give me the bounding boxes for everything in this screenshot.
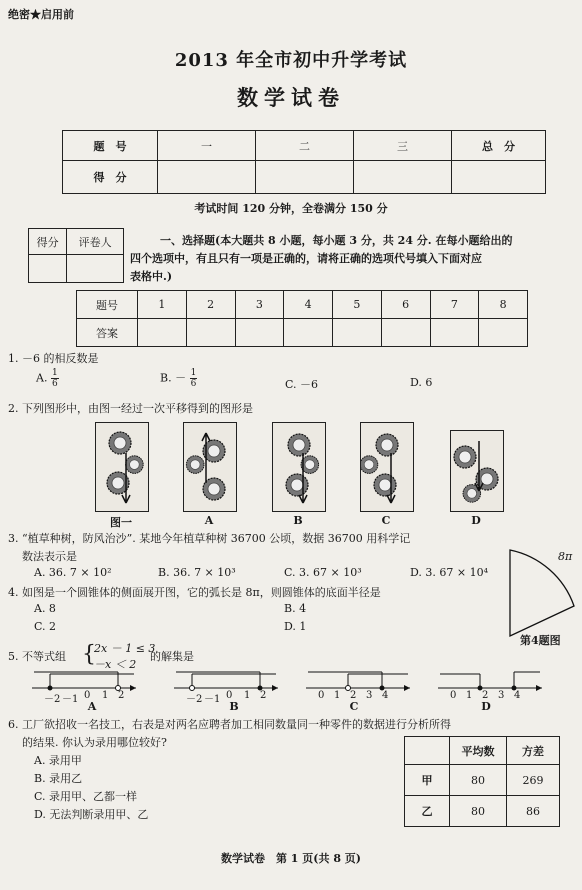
answer-table [76,290,528,347]
answer-cell[interactable] [235,319,284,347]
answer-cell[interactable] [186,319,235,347]
stats-header-cell: 方差 [507,737,560,765]
fraction [51,368,59,389]
q4-option-c[interactable]: C. 2 [34,620,57,633]
q5-inequality-2: －x ＜ 2 [94,658,137,671]
q2-label-a: A [204,514,214,527]
score-header-cell: 总 分 [452,131,546,161]
q2-figure-original [95,422,149,512]
stats-row-label: 乙 [405,796,450,827]
q3-option-c[interactable]: C. 3. 67 × 10³ [284,566,362,579]
tick-label: 2 [482,690,489,701]
question-number-cell: 1 [138,291,187,319]
fraction-numerator: 1 [190,368,197,378]
q6-option-c[interactable]: C. 录用甲、乙都一样 [34,790,138,803]
stats-cell: 80 [450,765,507,796]
q6-option-b[interactable]: B. 录用乙 [34,772,83,785]
q3-option-d[interactable]: D. 3. 67 × 10⁴ [410,566,489,579]
stats-row-label: 甲 [405,765,450,796]
tick-label: 3 [366,690,373,701]
stats-header-cell: 平均数 [450,737,507,765]
score-cell[interactable] [452,161,546,194]
flower-icon [451,431,503,511]
flower-icon [184,423,236,511]
option-prefix: A. [36,371,48,385]
q6-option-a[interactable]: A. 录用甲 [34,754,82,767]
q5-label-d: D [481,700,491,713]
tick-label: 2 [260,690,267,701]
tick-label: 1 [466,690,473,701]
tick-label: －1 [204,694,221,705]
tick-label: 1 [244,690,251,701]
answer-cell[interactable] [430,319,479,347]
grader-label: 评卷人 [67,229,124,255]
secret-label: 绝密★启用前 [8,8,74,21]
q4-figure-caption: 第4题图 [520,634,561,647]
fraction-numerator: 1 [51,368,58,378]
tick-label: 0 [450,690,457,701]
score-table [62,130,546,194]
fraction-denominator: 6 [190,379,197,389]
tick-label: －2 [186,694,203,705]
q2-label-c: C [381,514,391,527]
grader-score-cell[interactable] [29,255,67,283]
tick-label: 1 [334,690,341,701]
score-cell[interactable] [354,161,452,194]
answer-cell[interactable] [381,319,430,347]
q4-option-b[interactable]: B. 4 [284,602,307,615]
grader-box [28,228,124,283]
q5-inequality-1: 2x － 1 ≤ 3 [94,642,156,655]
answer-cell[interactable] [479,319,528,347]
flower-icon [96,423,148,511]
answer-cell[interactable] [333,319,382,347]
section1-intro-line3: 表格中.) [130,270,173,283]
tick-label: 1 [102,690,109,701]
score-header-cell: 三 [354,131,452,161]
question-number-cell: 5 [333,291,382,319]
flower-icon [273,423,325,511]
q4-option-a[interactable]: A. 8 [34,602,56,615]
answer-table-label: 题号 [77,291,138,319]
q6-stem-line2: 的结果. 你认为录用哪位较好? [22,736,167,749]
flower-icon [361,423,413,511]
q3-stem-line1: 3. “植草种树，防风治沙”. 某地今年植草种树 36700 公顷，数据 36700 用科学记 [8,532,411,545]
q2-figure-c[interactable] [360,422,414,512]
stats-cell: 86 [507,796,560,827]
page-footer: 数学试卷 第 1 页(共 8 页) [220,852,362,865]
score-header-cell: 一 [158,131,256,161]
question-number-cell: 6 [381,291,430,319]
q3-stem-line2: 数法表示是 [22,550,77,563]
q6-option-d[interactable]: D. 无法判断录用甲、乙 [34,808,149,821]
answer-row-label: 答案 [77,319,138,347]
stats-cell: 269 [507,765,560,796]
stats-cell: 80 [450,796,507,827]
q5-label-c: C [349,700,359,713]
tick-label: －2 [44,694,61,705]
fraction [190,368,198,389]
tick-label: 0 [318,690,325,701]
score-cell[interactable] [256,161,354,194]
q5-stem-prefix: 5. 不等式组 [8,650,66,663]
q3-option-b[interactable]: B. 36. 7 × 10³ [158,566,236,579]
q5-label-a: A [87,700,97,713]
grader-name-cell[interactable] [67,255,124,283]
q2-figure-d[interactable] [450,430,504,512]
tick-label: 0 [226,690,233,701]
tick-label: 2 [118,690,125,701]
q1-option-a[interactable] [36,368,59,389]
q2-label-original: 图一 [110,516,132,529]
q2-label-b: B [293,514,303,527]
q2-figure-b[interactable] [272,422,326,512]
score-header-cell: 二 [256,131,354,161]
question-number-cell: 8 [479,291,528,319]
q6-stem-line1: 6. 工厂欲招收一名技工，右表是对两名应聘者加工相同数量同一种零件的数据进行分析所得 [8,718,451,731]
exam-info: 考试时间 120 分钟，全卷满分 150 分 [194,202,388,215]
subject-title: 数学试卷 [237,85,345,110]
q1-option-d[interactable]: D. 6 [410,376,433,389]
stats-header-cell [405,737,450,765]
score-cell[interactable] [158,161,256,194]
q3-option-a[interactable]: A. 36. 7 × 10² [34,566,112,579]
tick-label: 3 [498,690,505,701]
section1-intro-line2: 四个选项中，有且只有一项是正确的，请将正确的选项代号填入下面对应 [130,252,482,265]
q1-option-c[interactable]: C. －6 [285,378,319,391]
tick-label: 2 [350,690,357,701]
grader-score-label: 得分 [29,229,67,255]
question-number-cell: 2 [186,291,235,319]
score-header-cell: 题 号 [63,131,158,161]
q5-label-b: B [229,700,239,713]
question-number-cell: 4 [284,291,333,319]
q4-arc-label: 8π [558,550,573,563]
q6-stats-table [404,736,560,827]
answer-cell[interactable] [138,319,187,347]
brace-icon: { [82,642,96,667]
section1-intro-line1: 一、选择题(本大题共 8 小题，每小题 3 分，共 24 分. 在每小题给出的 [160,234,513,247]
q5-stem-suffix: 的解集是 [150,650,194,663]
tick-label: －1 [62,694,79,705]
fraction-denominator: 6 [51,379,58,389]
score-row-label: 得 分 [63,161,158,194]
q2-label-d: D [471,514,481,527]
q2-figure-a[interactable] [183,422,237,512]
question-number-cell: 7 [430,291,479,319]
q2-stem: 2. 下列图形中，由图一经过一次平移得到的图形是 [8,402,253,415]
question-number-cell: 3 [235,291,284,319]
q4-stem: 4. 如图是一个圆锥体的侧面展开图，它的弧长是 8π，则圆锥体的底面半径是 [8,586,381,599]
option-prefix: B. － [160,371,187,385]
tick-label: 0 [84,690,91,701]
tick-label: 4 [382,690,389,701]
exam-title: 2013 年全市初中升学考试 [174,50,408,71]
tick-label: 4 [514,690,521,701]
q1-option-b[interactable] [160,368,197,389]
answer-cell[interactable] [284,319,333,347]
q4-option-d[interactable]: D. 1 [284,620,307,633]
q1-stem: 1. －6 的相反数是 [8,352,99,365]
